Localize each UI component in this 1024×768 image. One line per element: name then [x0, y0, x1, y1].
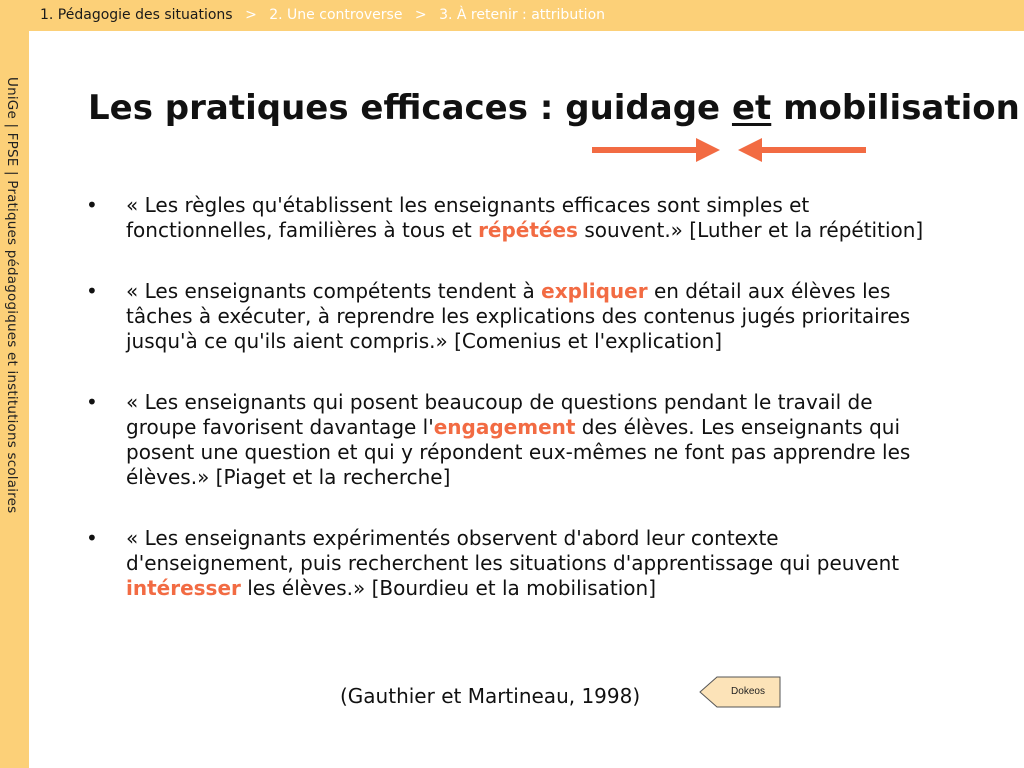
bullet-text: souvent.» [Luther et la répétition]	[577, 218, 924, 242]
bullet-text: des élèves. Les enseignants qui posent une question et qui y répondent eux-mêmes ne font pas apprendre les élèves.» [Piaget et la recherche]	[126, 415, 911, 489]
breadcrumb-separator: >	[414, 7, 427, 23]
bullet-text: en détail aux élèves les tâches à exécuter, à reprendre les explications des contenus jugés prioritaires jusqu'à ce qu'ils aient compris.» [Comenius et l'explication]	[126, 279, 911, 353]
title-part3: mobilisation	[771, 88, 1020, 128]
title-underlined-word: et	[731, 88, 772, 128]
highlight-word: expliquer	[541, 279, 648, 303]
bullet-text: « Les enseignants expérimentés observent d'abord leur contexte d'enseignement, puis recherchent les situations d'apprentissage qui peuvent	[126, 526, 900, 575]
sidebar	[0, 31, 29, 768]
list-item	[86, 526, 941, 601]
list-item	[86, 279, 941, 354]
top-bar	[0, 0, 1024, 31]
bullet-text: les élèves.» [Bourdieu et la mobilisation]	[240, 576, 657, 600]
sidebar-label: UniGe | FPSE | Pratiques pédagogiques et institutions scolaires	[4, 77, 20, 514]
converging-arrows-icon	[588, 136, 870, 166]
title-part1: Les pratiques efficaces : guidage	[88, 88, 732, 128]
breadcrumb-item-current[interactable]: 1. Pédagogie des situations	[40, 7, 233, 23]
list-item	[86, 193, 941, 243]
dokeos-label: Dokeos	[731, 686, 765, 697]
bullet-text: « Les enseignants compétents tendent à	[126, 279, 542, 303]
breadcrumb-item-controverse[interactable]: 2. Une controverse	[269, 7, 403, 23]
breadcrumb-separator: >	[245, 7, 257, 23]
bullet-dot: •	[86, 526, 98, 550]
bullet-dot: •	[86, 193, 98, 217]
list-item	[86, 390, 941, 490]
citation: (Gauthier et Martineau, 1998)	[340, 684, 641, 708]
bullet-text: « Les règles qu'établissent les enseignants efficaces sont simples et fonctionnelles, familières à tous et	[126, 193, 810, 242]
breadcrumb	[40, 0, 605, 31]
highlight-word: répétées	[478, 218, 578, 242]
bullet-dot: •	[86, 390, 98, 414]
highlight-word: intéresser	[126, 576, 241, 600]
breadcrumb-item-attribution[interactable]: 3. À retenir : attribution	[439, 7, 606, 23]
dokeos-back-button[interactable]	[699, 676, 781, 708]
slide-title	[88, 88, 1020, 128]
highlight-word: engagement	[433, 415, 576, 439]
bullet-list	[86, 193, 941, 637]
bullet-dot: •	[86, 279, 98, 303]
bullet-text: « Les enseignants qui posent beaucoup de questions pendant le travail de groupe favorisent davantage l'	[126, 390, 873, 439]
